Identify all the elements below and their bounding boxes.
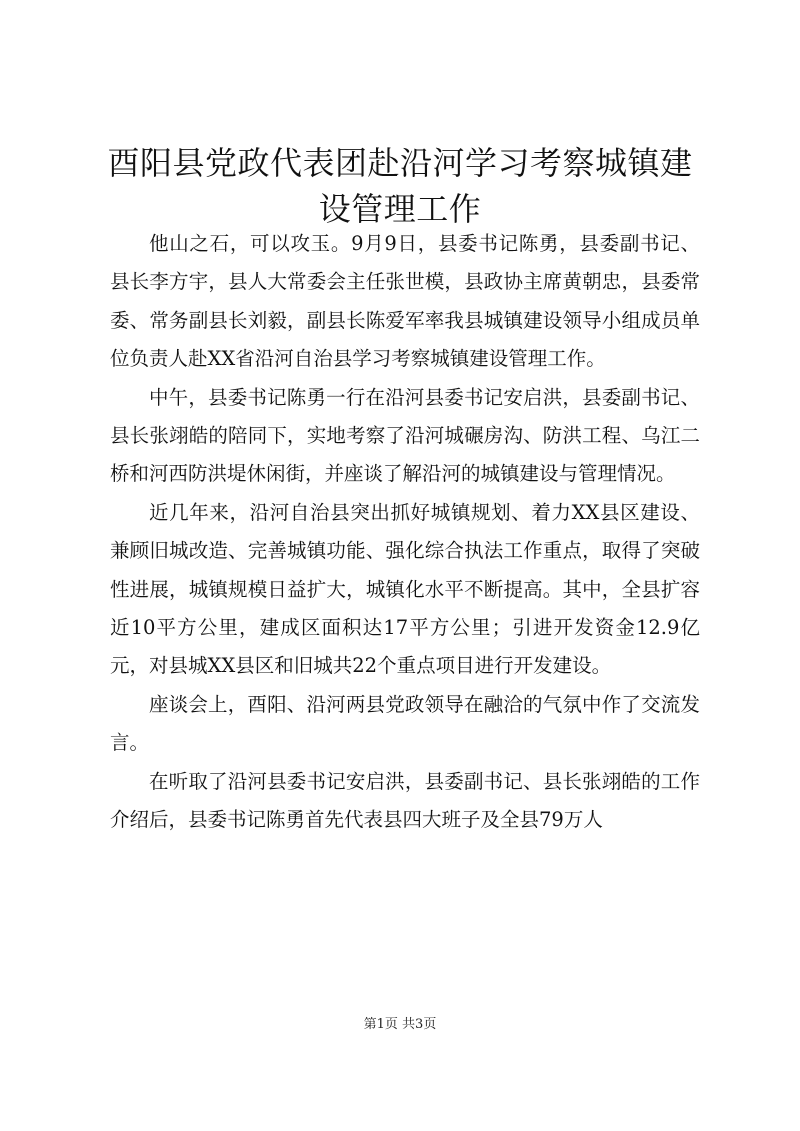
document-body bbox=[110, 225, 700, 840]
page-footer bbox=[0, 1016, 800, 1034]
paragraph: 座谈会上，酉阳、沿河两县党政领导在融洽的气氛中作了交流发言。 bbox=[110, 692, 700, 755]
paragraph: 中午，县委书记陈勇一行在沿河县委书记安启洪，县委副书记、县长张翊皓的陪同下，实地考察了沿河城碾房沟、防洪工程、乌江二桥和河西防洪堤休闲街，并座谈了解沿河的城镇建设与管理情况。 bbox=[110, 385, 700, 486]
page-number: 第1页 共3页 bbox=[363, 1017, 437, 1032]
paragraph: 在听取了沿河县委书记安启洪，县委副书记、县长张翊皓的工作介绍后，县委书记陈勇首先代表县四大班子及全县79万人 bbox=[110, 769, 700, 832]
paragraph: 近几年来，沿河自治县突出抓好城镇规划、着力XX县区建设、兼顾旧城改造、完善城镇功能、强化综合执法工作重点，取得了突破性进展，城镇规模日益扩大，城镇化水平不断提高。其中，全县扩容近10平方公里，建成区面积达17平方公里；引进开发资金12.9亿元，对县城XX县区和旧城共22个重点项目进行开发建设。 bbox=[110, 500, 700, 678]
document-title: 酉阳县党政代表团赴沿河学习考察城镇建设管理工作 bbox=[107, 144, 693, 228]
paragraph: 他山之石，可以攻玉。9月9日，县委书记陈勇，县委副书记、县长李方宇，县人大常委会主任张世模，县政协主席黄朝忠，县委常委、常务副县长刘毅，副县长陈爱军率我县城镇建设领导小组成员单位负责人赴XX省沿河自治县学习考察城镇建设管理工作。 bbox=[110, 232, 700, 371]
